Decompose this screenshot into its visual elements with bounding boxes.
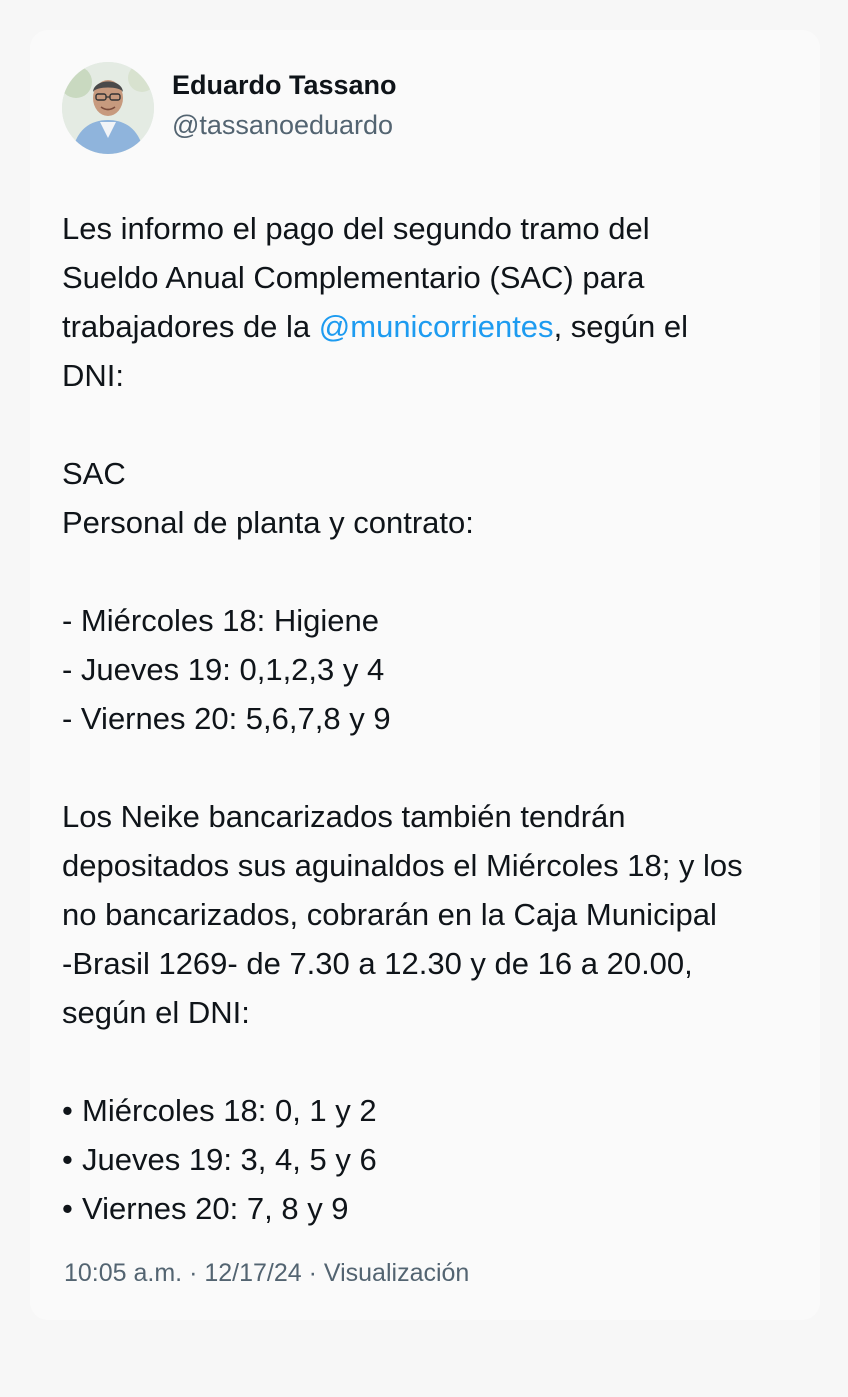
tweet-line: DNI: (62, 358, 124, 393)
tweet-body (62, 204, 822, 1233)
bullet-item (62, 1135, 822, 1184)
paragraph-gap (62, 743, 822, 792)
bullet-text: Jueves 19: 3, 4, 5 y 6 (82, 1142, 377, 1177)
tweet-line: Los Neike bancarizados también tendrán (62, 799, 626, 834)
paragraph-gap (62, 400, 822, 449)
bullet-text: Viernes 20: 7, 8 y 9 (82, 1191, 349, 1226)
section-subheading: Personal de planta y contrato: (62, 505, 474, 540)
bullet-icon: • (62, 1142, 73, 1177)
paragraph-gap (62, 547, 822, 596)
schedule-item: - Miércoles 18: Higiene (62, 603, 380, 638)
author-name[interactable]: Eduardo Tassano (172, 70, 397, 100)
tweet-line: no bancarizados, cobrarán en la Caja Municipal (62, 897, 717, 932)
paragraph-gap (62, 1037, 822, 1086)
avatar-photo (62, 62, 154, 154)
section-heading: SAC (62, 456, 126, 491)
schedule-item: - Viernes 20: 5,6,7,8 y 9 (62, 701, 391, 736)
tweet-timestamp[interactable]: 10:05 a.m. · 12/17/24 · Visualización (64, 1259, 470, 1287)
author-avatar[interactable] (62, 62, 154, 154)
tweet-text-segment: trabajadores de la (62, 309, 319, 344)
tweet-text-segment: , según el (553, 309, 688, 344)
bullet-item (62, 1184, 822, 1233)
tweet-line (62, 302, 822, 351)
bullet-icon: • (62, 1093, 73, 1128)
tweet-line: -Brasil 1269- de 7.30 a 12.30 y de 16 a 20.00, (62, 946, 693, 981)
bullet-item (62, 1086, 822, 1135)
tweet-line: Les informo el pago del segundo tramo del (62, 211, 650, 246)
tweet-line: depositados sus aguinaldos el Miércoles 18; y los (62, 848, 743, 883)
bullet-text: Miércoles 18: 0, 1 y 2 (82, 1093, 377, 1128)
author-handle[interactable]: @tassanoeduardo (172, 110, 394, 140)
mention-link[interactable]: @municorrientes (318, 309, 554, 344)
schedule-item: - Jueves 19: 0,1,2,3 y 4 (62, 652, 385, 687)
tweet-line: Sueldo Anual Complementario (SAC) para (62, 260, 645, 295)
bullet-icon: • (62, 1191, 73, 1226)
tweet-line: según el DNI: (62, 995, 250, 1030)
